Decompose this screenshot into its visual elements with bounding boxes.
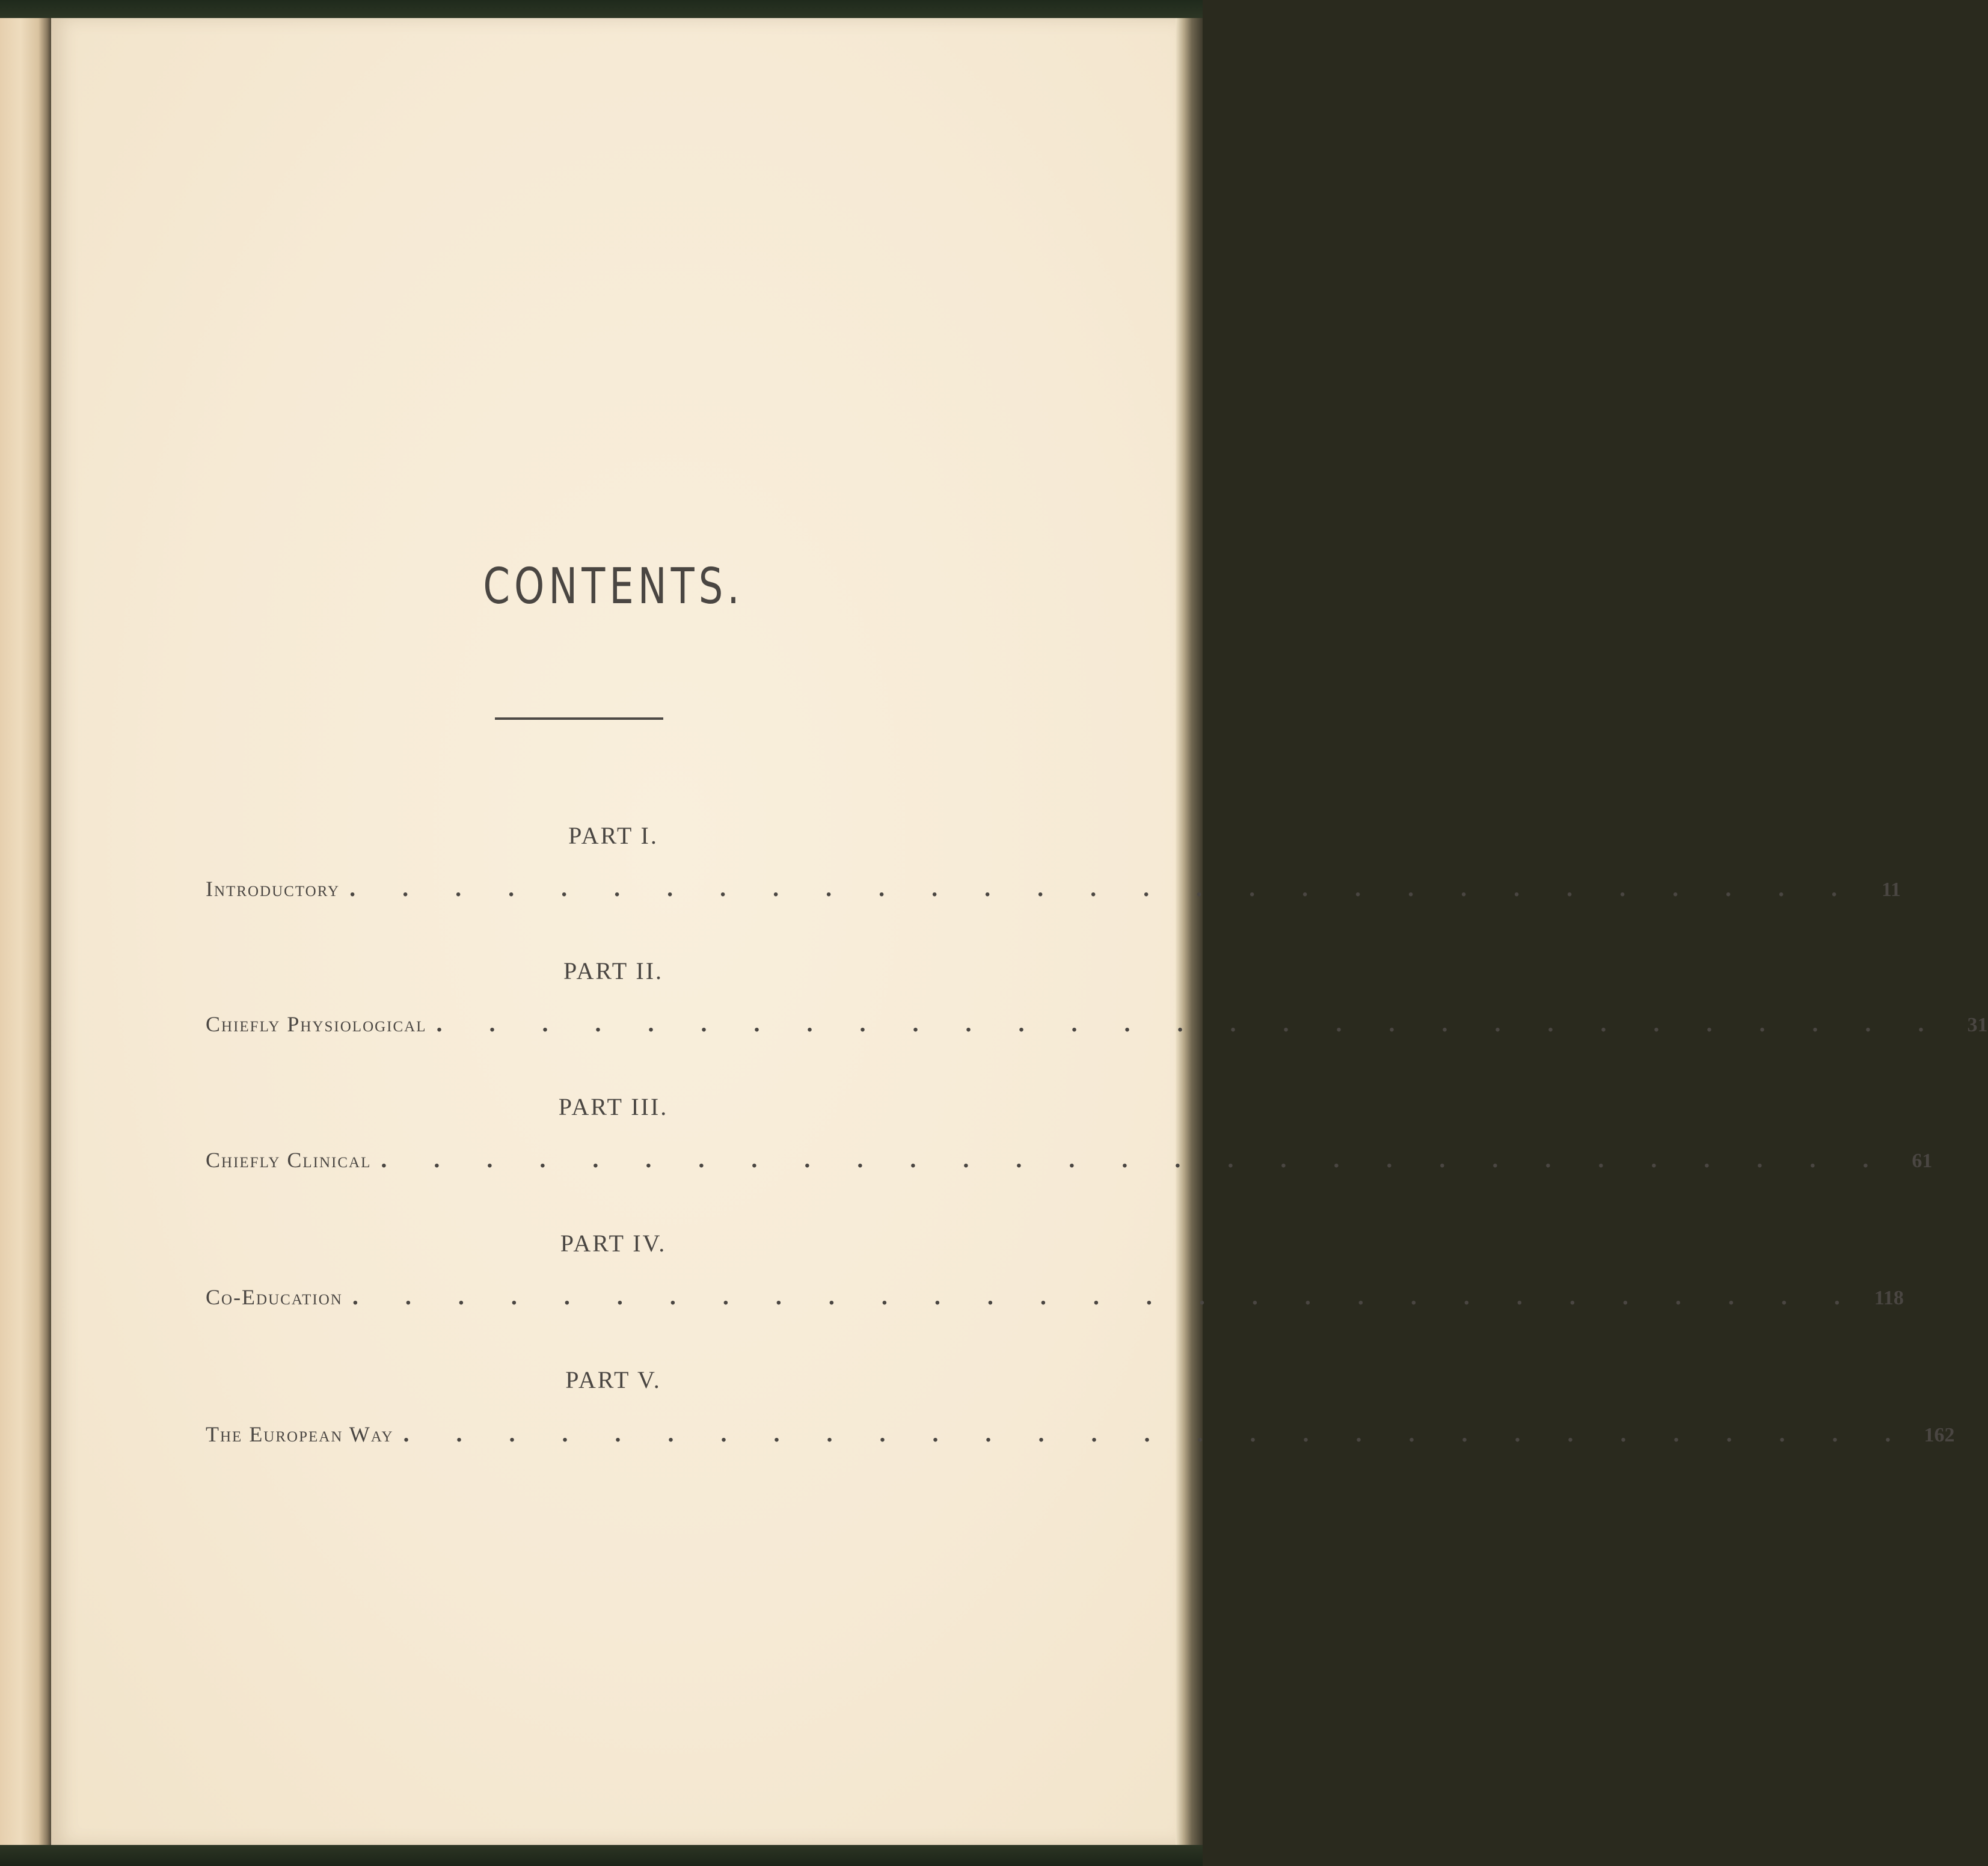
toc-page-number: 11 xyxy=(1881,879,1901,901)
contents-page xyxy=(51,18,1988,1845)
dot-leader: . . . . . . . . . . . . . . . . . . . . . . . . . . . . . xyxy=(381,1146,1889,1173)
toc-entry-title: Chiefly Physiological xyxy=(206,1012,427,1036)
dot-leader: . . . . . . . . . . . . . . . . . . . . . . . . . . . . . xyxy=(403,1420,1912,1447)
toc-entry-5 xyxy=(206,1419,1955,1453)
part-heading-4: PART IV. xyxy=(560,1230,667,1257)
title-divider xyxy=(495,717,663,720)
toc-page-number: 162 xyxy=(1924,1424,1955,1446)
page-title: CONTENTS. xyxy=(483,558,744,615)
dot-leader: . . . . . . . . . . . . . . . . . . . . . . . . . . . . . xyxy=(352,1283,1861,1310)
toc-page-number: 61 xyxy=(1912,1150,1933,1172)
book-right-edge xyxy=(1176,18,1203,1845)
toc-entry-4 xyxy=(206,1282,1904,1316)
book-top-edge xyxy=(0,0,1203,18)
toc-page-number: 31 xyxy=(1967,1014,1988,1036)
book-bottom-edge xyxy=(0,1845,1203,1866)
part-heading-1: PART I. xyxy=(568,822,658,849)
part-heading-3: PART III. xyxy=(558,1093,669,1120)
toc-entry-title: Co-Education xyxy=(206,1285,343,1309)
toc-entry-1 xyxy=(206,874,1901,907)
toc-entry-title: The European Way xyxy=(206,1422,394,1446)
toc-page-number: 118 xyxy=(1874,1287,1904,1309)
toc-entry-2 xyxy=(206,1009,1988,1043)
facing-page-edge xyxy=(0,18,51,1845)
dot-leader: . . . . . . . . . . . . . . . . . . . . . . . . . . . . . xyxy=(349,874,1858,901)
toc-entry-3 xyxy=(206,1145,1933,1179)
part-heading-2: PART II. xyxy=(563,957,664,984)
toc-entry-title: Introductory xyxy=(206,877,340,901)
toc-entry-title: Chiefly Clinical xyxy=(206,1148,372,1172)
dot-leader: . . . . . . . . . . . . . . . . . . . . . . . . . . . . . xyxy=(436,1010,1945,1037)
part-heading-5: PART V. xyxy=(565,1366,661,1393)
